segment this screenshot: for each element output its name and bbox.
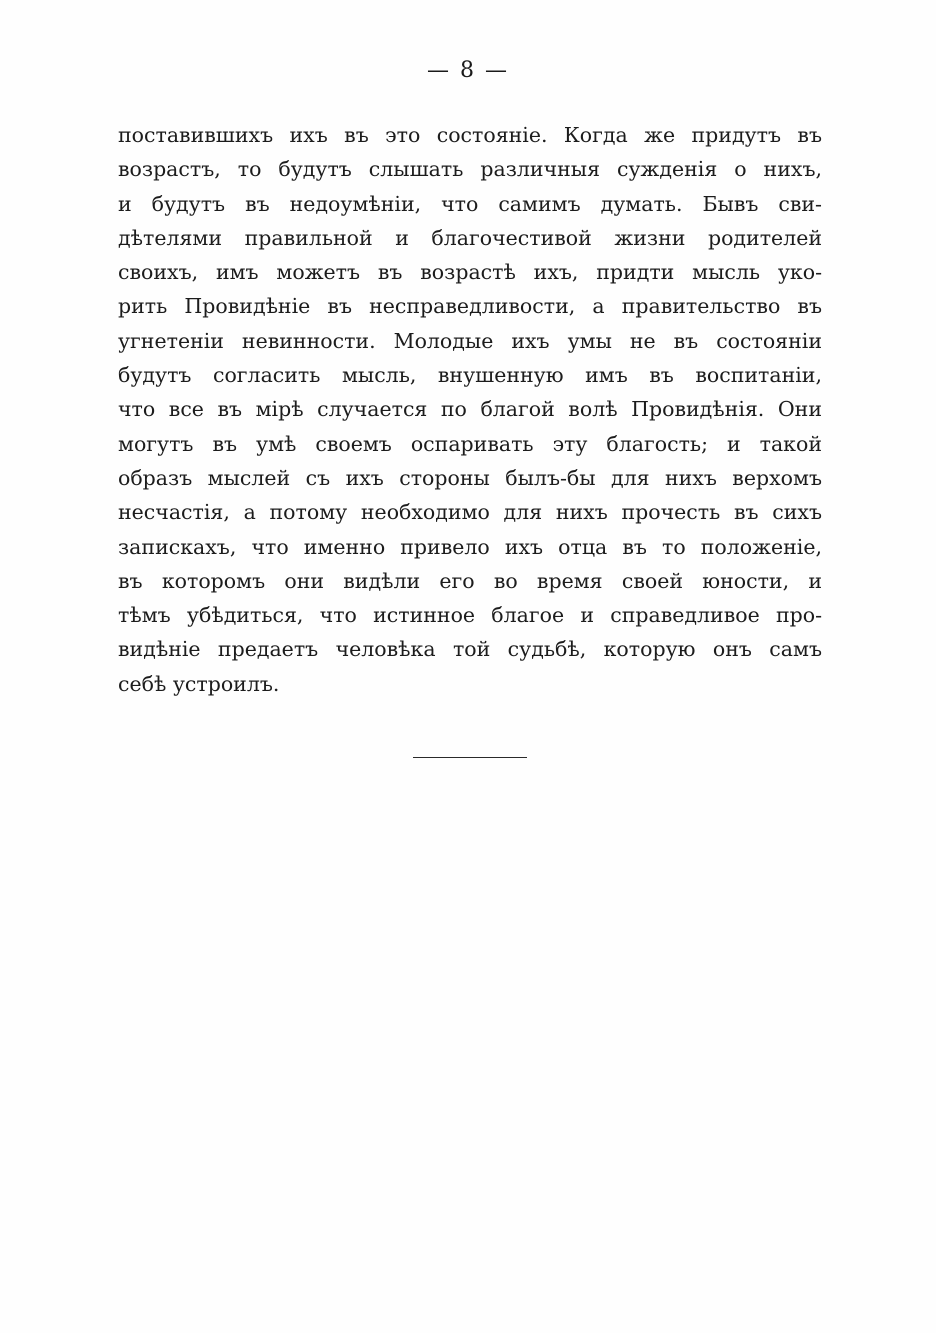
text-line: и будутъ въ недоумѣнiи, что самимъ думать. Бывъ сви- (118, 191, 822, 216)
body-text (118, 118, 822, 701)
text-line: видѣнiе предаетъ человѣка той судьбѣ, которую онъ самъ (118, 637, 822, 662)
text-line: своихъ, имъ можетъ въ возрастѣ ихъ, придти мысль уко- (118, 260, 822, 285)
text-line: угнетенiи невинности. Молодые ихъ умы не въ состоянiи (118, 328, 822, 353)
text-line: запискахъ, что именно привело ихъ отца въ то положенiе, (118, 534, 822, 559)
page-number: — 8 — (427, 58, 509, 83)
text-line: въ которомъ они видѣли его во время своей юности, и (118, 568, 822, 593)
text-line: могутъ въ умѣ своемъ оспаривать эту благость; и такой (118, 431, 822, 456)
text-line: образъ мыслей съ ихъ стороны былъ-бы для нихъ верхомъ (118, 465, 822, 490)
text-line: рить Провидѣнiе въ несправедливости, а правительство въ (118, 294, 822, 319)
text-line: возрастъ, то будутъ слышать различныя сужденiя о нихъ, (118, 157, 822, 182)
text-line: поставившихъ ихъ въ это состоянiе. Когда же придутъ въ (118, 123, 822, 147)
text-line: будутъ согласить мысль, внушенную имъ въ воспитанiи, (118, 363, 822, 388)
text-line: что все въ мiрѣ случается по благой волѣ Провидѣнiя. Они (118, 397, 822, 422)
text-line: тѣмъ убѣдиться, что истинное благое и справедливое про- (118, 603, 822, 628)
section-divider (413, 757, 527, 758)
text-line: себѣ устроилъ. (118, 671, 280, 696)
text-line: несчастiя, а потому необходимо для нихъ прочесть въ сихъ (118, 500, 822, 525)
text-line: дѣтелями правильной и благочестивой жизни родителей (118, 225, 822, 250)
